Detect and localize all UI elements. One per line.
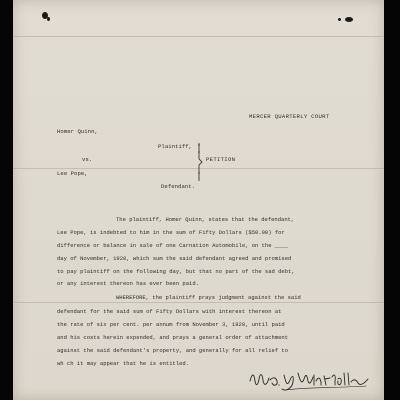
case-brace — [198, 143, 204, 181]
petition-text-line: WHEREFORE, the plaintiff prays judgment against the said — [116, 294, 301, 301]
punch-hole — [345, 17, 353, 22]
defendant-role: Defendant. — [161, 183, 196, 190]
paper-fold-line — [13, 36, 384, 38]
petition-text-line: day of November, 1920, which sum the said defendant agreed and promised — [57, 255, 292, 262]
court-heading: MERCER QUARTERLY COURT — [249, 113, 330, 120]
defendant-name: Lee Pope, — [57, 170, 88, 177]
plaintiff-role: Plaintiff, — [158, 143, 193, 150]
petition-text-line: defendant for the said sum of Fifty Dollars with interest thereon at — [57, 308, 282, 315]
petition-text-line: difference or balance in sale of one Carnation Automobile, on the ____ — [57, 242, 289, 249]
punch-hole — [338, 18, 341, 21]
petition-text-line: or any interest thereon has ever been paid. — [57, 280, 199, 287]
handwritten-signature — [246, 367, 378, 397]
petition-text-line: against the said defendant's property, and generally for all relief to — [57, 347, 289, 354]
petition-text-line: and his costs herein expended, and prays a general order of attachment — [57, 334, 289, 341]
petition-text-line: Lee Pope, is indebted to him in the sum of Fifty Dollars ($50.00) for — [57, 229, 285, 236]
document-type: PETITION — [206, 156, 236, 163]
petition-text-line: the rate of six per cent. per annum from November 3, 1920, until paid — [57, 321, 285, 328]
versus-label: vs. — [82, 156, 93, 163]
paper-fold-line — [13, 302, 384, 304]
petition-text-line: to pay plaintiff on the following day, but that no part of the sad debt, — [57, 268, 295, 275]
paper-sheet — [13, 0, 384, 400]
petition-text-line: The plaintiff, Homer Quinn, states that the defendant, — [116, 216, 295, 223]
punch-hole — [47, 17, 50, 21]
plaintiff-name: Homer Quinn, — [57, 128, 98, 135]
petition-text-line: wh ch it may appear that he is entitled. — [57, 360, 190, 367]
